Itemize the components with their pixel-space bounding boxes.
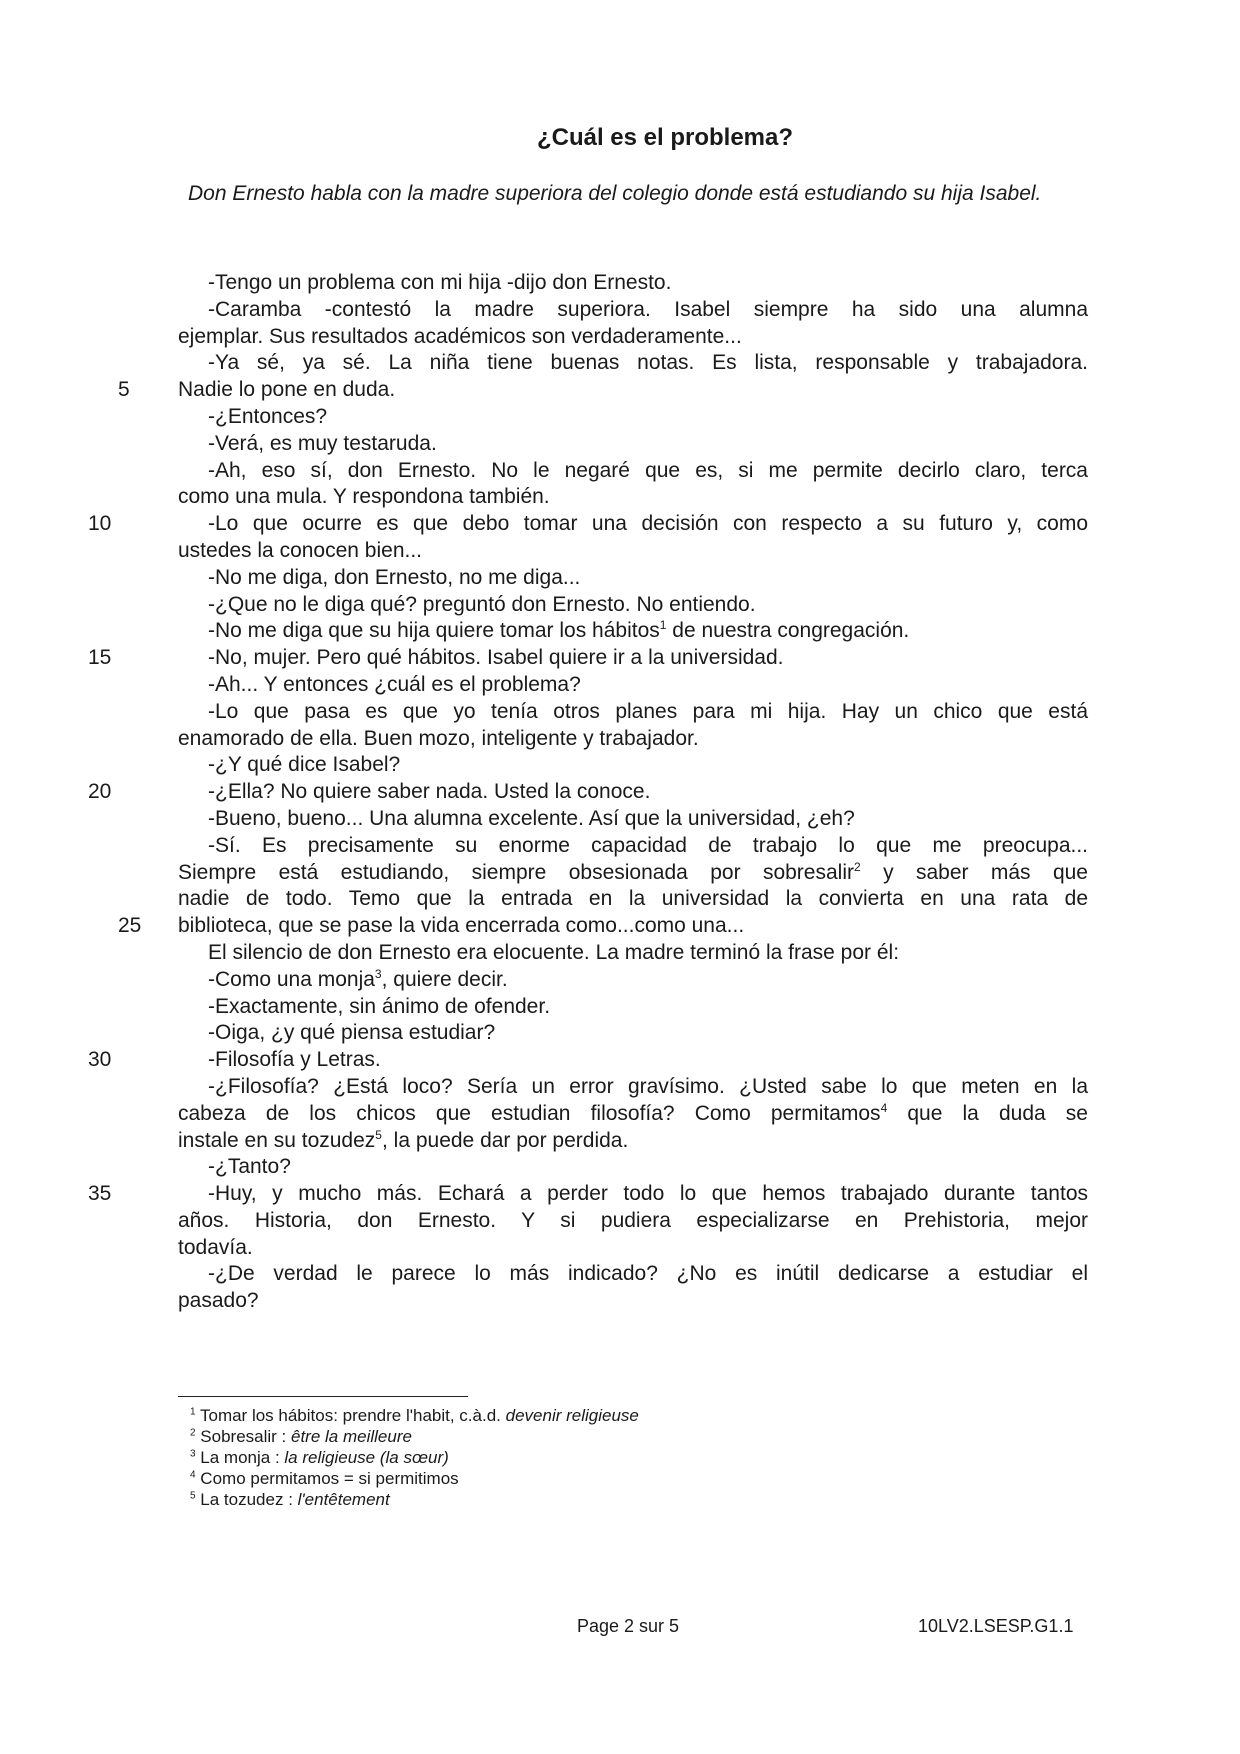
line-text: -¿Que no le diga qué? preguntó don Ernesto. No entiendo.: [208, 592, 756, 616]
intro-paragraph: Don Ernesto habla con la madre superiora del colegio donde está estudiando su hija Isabel.: [188, 182, 1042, 205]
page-number: Page 2 sur 5: [577, 1616, 680, 1636]
text-line: [178, 886, 1088, 913]
text-line: [178, 940, 1088, 967]
line-number: 5: [118, 378, 130, 402]
text-line: [88, 779, 1088, 806]
line-number: 10: [88, 512, 112, 536]
footnote-text: La monja :: [200, 1448, 285, 1467]
line-text: nadie de todo. Temo que la entrada en la universidad la convierta en una rata de: [178, 887, 1088, 911]
line-text: -Sí. Es precisamente su enorme capacidad de trabajo lo que me preocupa...: [208, 833, 1088, 857]
footnote: [190, 1447, 639, 1468]
line-text: -¿Ella? No quiere saber nada. Usted la conoce.: [208, 780, 651, 804]
text-line: [178, 324, 1088, 351]
line-text: instale en su tozudez: [178, 1128, 376, 1152]
text-line: [178, 1208, 1088, 1235]
text-line: [178, 565, 1088, 592]
footnote-translation: être la meilleure: [291, 1427, 412, 1446]
line-text: -Ah... Y entonces ¿cuál es el problema?: [208, 672, 581, 696]
footnote-translation: devenir religieuse: [505, 1406, 639, 1425]
line-text: Siempre está estudiando, siempre obsesionada por sobresalir: [178, 860, 854, 884]
footnote: [190, 1405, 639, 1426]
footnote-marker: 3: [374, 966, 382, 981]
text-line: [178, 994, 1088, 1021]
text-line: [178, 699, 1088, 726]
line-text: -Oiga, ¿y qué piensa estudiar?: [208, 1021, 496, 1045]
line-text: -No, mujer. Pero qué hábitos. Isabel quiere ir a la universidad.: [208, 646, 784, 670]
text-line: [178, 1101, 1088, 1128]
text-line: [178, 1235, 1088, 1262]
footnote-text: Como permitamos = si permitimos: [200, 1469, 459, 1488]
line-text: -¿De verdad le parece lo más indicado? ¿No es inútil dedicarse a estudiar el: [208, 1262, 1088, 1286]
text-line: [178, 270, 1088, 297]
footnote-number: 3: [190, 1448, 196, 1460]
line-text: -Lo que pasa es que yo tenía otros planes para mi hija. Hay un chico que está: [208, 699, 1088, 723]
line-text: -Tengo un problema con mi hija -dijo don Ernesto.: [208, 271, 672, 294]
line-text: ejemplar. Sus resultados académicos son verdaderamente...: [178, 324, 742, 348]
footnote-text: Sobresalir :: [200, 1427, 291, 1446]
line-text: -Como una monja: [208, 967, 375, 991]
line-text: pasado?: [178, 1289, 259, 1313]
line-text: -Caramba -contestó la madre superiora. Isabel siempre ha sido una alumna: [208, 297, 1088, 321]
line-text: enamorado de ella. Buen mozo, inteligente y trabajador.: [178, 726, 699, 750]
line-text: biblioteca, que se pase la vida encerrada como...como una...: [178, 914, 745, 938]
line-text: -Bueno, bueno... Una alumna excelente. Así que la universidad, ¿eh?: [208, 806, 855, 830]
line-text: -Ah, eso sí, don Ernesto. No le negaré que es, si me permite decirlo claro, terca: [208, 458, 1088, 482]
text-line: [88, 645, 1088, 672]
text-line: [88, 1047, 1088, 1074]
text-line: [178, 592, 1088, 619]
line-text: años. Historia, don Ernesto. Y si pudiera especializarse en Prehistoria, mejor: [178, 1208, 1088, 1232]
dialogue-text: [88, 270, 1088, 1315]
line-text: -¿Tanto?: [208, 1155, 291, 1179]
footnote-text: La tozudez :: [200, 1490, 298, 1509]
text-line: [88, 1181, 1088, 1208]
line-text: Nadie lo pone en duda.: [178, 378, 396, 402]
line-text: cabeza de los chicos que estudian filosofía? Como permitamos: [178, 1101, 881, 1125]
document-code: 10LV2.LSESP.G1.1: [918, 1616, 1074, 1636]
text-line: [178, 672, 1088, 699]
text-line: [178, 484, 1088, 511]
text-line: [118, 913, 1088, 940]
line-text: -Exactamente, sin ánimo de ofender.: [208, 994, 551, 1018]
text-line: [178, 458, 1088, 485]
line-text: todavía.: [178, 1235, 253, 1259]
text-line: [178, 431, 1088, 458]
text-line: [118, 377, 1088, 404]
text-line: [178, 1020, 1088, 1047]
line-text: -Lo que ocurre es que debo tomar una decisión con respecto a su futuro y, como: [208, 512, 1088, 536]
text-line: [178, 833, 1088, 860]
footnote-translation: l'entêtement: [297, 1490, 390, 1509]
text-line: [178, 297, 1088, 324]
footnote-number: 1: [190, 1406, 196, 1418]
text-line: [178, 752, 1088, 779]
line-number: 35: [88, 1182, 112, 1206]
line-text: ustedes la conocen bien...: [178, 538, 423, 562]
footnote-text: Tomar los hábitos: prendre l'habit, c.à.d.: [199, 1406, 506, 1425]
text-line: [178, 860, 1088, 887]
footnote-number: 2: [190, 1427, 196, 1439]
line-text: -Filosofía y Letras.: [208, 1048, 381, 1072]
footnote: [190, 1426, 639, 1447]
text-line: [178, 1288, 1088, 1315]
text-line: [178, 1074, 1088, 1101]
line-text: y saber más que: [860, 860, 1088, 884]
text-line: [178, 806, 1088, 833]
line-text: -No me diga, don Ernesto, no me diga...: [208, 565, 581, 589]
line-text: , quiere decir.: [381, 967, 508, 991]
line-text: -¿Filosofía? ¿Está loco? Sería un error gravísimo. ¿Usted sabe lo que meten en la: [208, 1074, 1088, 1098]
line-text: como una mula. Y respondona también.: [178, 485, 550, 509]
footnote-marker: 2: [854, 859, 861, 874]
line-text: -No me diga que su hija quiere tomar los hábitos: [208, 619, 660, 643]
text-line: [178, 1128, 1088, 1155]
text-line: [178, 538, 1088, 565]
footnote: [190, 1489, 639, 1510]
page-title: ¿Cuál es el problema?: [536, 124, 794, 151]
line-number: 30: [88, 1048, 112, 1072]
line-text: -Ya sé, ya sé. La niña tiene buenas notas. Es lista, responsable y trabajadora.: [208, 351, 1088, 375]
line-text: -Verá, es muy testaruda.: [208, 431, 437, 455]
line-text: que la duda se: [887, 1101, 1088, 1125]
text-line: [178, 404, 1088, 431]
line-text: -Huy, y mucho más. Echará a perder todo lo que hemos trabajado durante tantos: [208, 1182, 1088, 1206]
footnote-marker: 1: [659, 618, 667, 633]
footnote-number: 5: [190, 1490, 196, 1502]
line-text: -¿Y qué dice Isabel?: [208, 753, 401, 777]
text-line: [178, 967, 1088, 994]
footnote-marker: 4: [880, 1100, 888, 1115]
line-text: -¿Entonces?: [208, 404, 328, 428]
line-text: , la puede dar por perdida.: [381, 1128, 629, 1152]
line-number: 15: [88, 646, 112, 670]
line-text: El silencio de don Ernesto era elocuente. La madre terminó la frase por él:: [208, 940, 900, 964]
footnote-rule: [178, 1396, 468, 1397]
text-line: [178, 1261, 1088, 1288]
text-line: [178, 1154, 1088, 1181]
text-line: [178, 618, 1088, 645]
line-number: 20: [88, 780, 112, 804]
line-text: de nuestra congregación.: [666, 619, 910, 643]
text-line: [178, 350, 1088, 377]
footnote-number: 4: [190, 1469, 196, 1481]
footnote-marker: 5: [375, 1127, 382, 1142]
line-number: 25: [118, 914, 142, 938]
footnote: [190, 1468, 639, 1489]
footnotes: [190, 1405, 639, 1510]
text-line: [88, 511, 1088, 538]
footnote-translation: la religieuse (la sœur): [284, 1448, 449, 1467]
text-line: [178, 726, 1088, 753]
